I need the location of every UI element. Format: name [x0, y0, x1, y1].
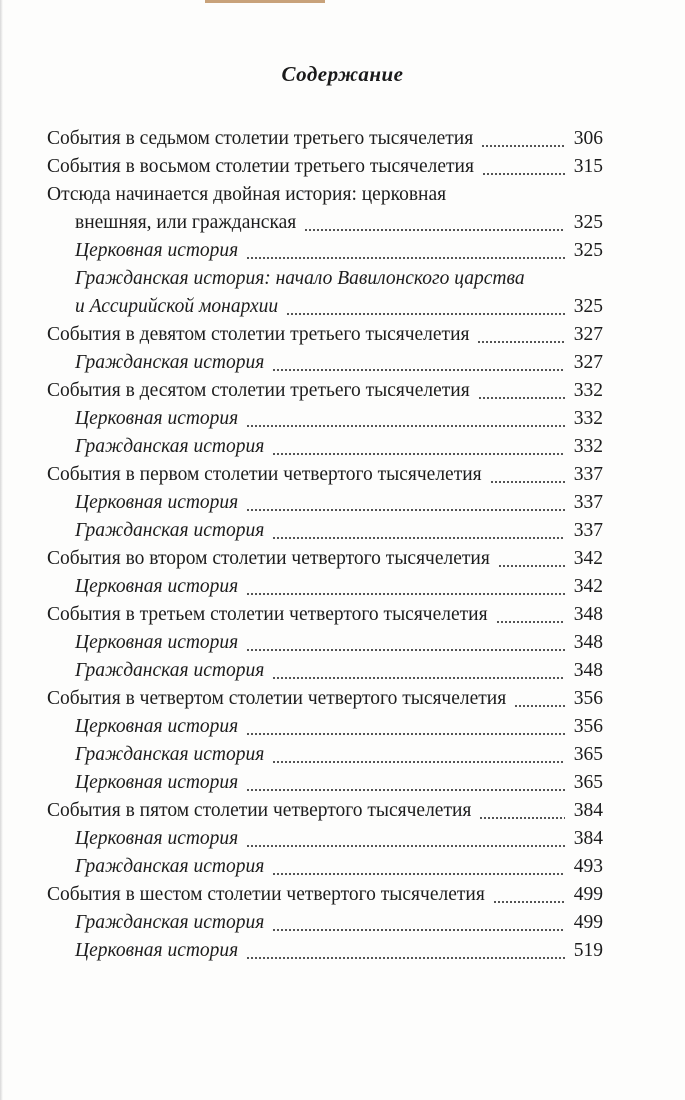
toc-entry — [47, 181, 603, 237]
dot-leader — [304, 229, 564, 231]
toc-entry-page: 306 — [573, 128, 603, 149]
dot-leader — [272, 537, 564, 539]
toc-subentry-title: Гражданская история — [75, 436, 265, 457]
dot-leader — [482, 173, 565, 175]
dot-leader — [246, 649, 565, 651]
dot-leader — [272, 677, 564, 679]
dot-leader — [246, 957, 565, 959]
toc-subentry — [47, 573, 603, 601]
toc-subentry — [47, 825, 603, 853]
toc-subentry — [47, 517, 603, 545]
toc-entry — [47, 461, 603, 489]
toc-subentry — [47, 489, 603, 517]
toc-subentry-page: 342 — [573, 576, 603, 597]
toc-entry-page: 356 — [573, 688, 603, 709]
toc-subentry-title: Церковная история — [75, 632, 239, 653]
toc-entry — [47, 797, 603, 825]
dot-leader — [246, 257, 565, 259]
toc-subentry-title: Церковная история — [75, 408, 239, 429]
dot-leader — [498, 565, 565, 567]
toc-subentry-page: 337 — [573, 520, 603, 541]
toc-entry-title: События в седьмом столетии третьего тысячелетия — [47, 128, 474, 149]
toc-entry-title: События во втором столетии четвертого тысячелетия — [47, 548, 490, 569]
toc-entry-page: 327 — [573, 324, 603, 345]
toc-subentry-title: Церковная история — [75, 940, 239, 961]
toc-subentry-title: Церковная история — [75, 240, 239, 261]
toc-subentry — [47, 657, 603, 685]
toc-subentry-title: Церковная история — [75, 576, 239, 597]
toc-entry-page: 332 — [573, 380, 603, 401]
toc-subentry-title: Гражданская история — [75, 520, 265, 541]
toc-subentry-title: Гражданская история — [75, 660, 265, 681]
toc-entry-title: События в первом столетии четвертого тысячелетия — [47, 464, 482, 485]
dot-leader — [479, 817, 564, 819]
dot-leader — [272, 873, 564, 875]
toc-entry — [47, 153, 603, 181]
toc-subentry — [47, 629, 603, 657]
dot-leader — [246, 733, 565, 735]
toc-subentry — [47, 265, 603, 321]
toc-subentry-title: Церковная история — [75, 716, 239, 737]
toc-entry-page: 315 — [573, 156, 603, 177]
toc-subentry-title: Церковная история — [75, 772, 239, 793]
toc-subentry — [47, 237, 603, 265]
toc-subentry — [47, 909, 603, 937]
toc-entry — [47, 321, 603, 349]
toc-entry-title: События в четвертом столетии четвертого тысячелетия — [47, 688, 507, 709]
toc-subentry-page: 384 — [573, 828, 603, 849]
toc-subentry-page: 332 — [573, 436, 603, 457]
dot-leader — [272, 369, 564, 371]
toc-entry-page: 342 — [573, 548, 603, 569]
dot-leader — [246, 593, 565, 595]
toc-entry-title: События в пятом столетии четвертого тысячелетия — [47, 800, 472, 821]
toc-subentry — [47, 937, 603, 965]
toc-entry-title: События в шестом столетии четвертого тысячелетия — [47, 884, 485, 905]
toc-subentry-page: 356 — [573, 716, 603, 737]
toc-entry-page: 325 — [573, 212, 603, 233]
dot-leader — [286, 313, 565, 315]
toc-entry-page: 384 — [573, 800, 603, 821]
table-of-contents — [47, 125, 603, 965]
dot-leader — [246, 425, 565, 427]
toc-subentry-page: 332 — [573, 408, 603, 429]
toc-entry-title: События в восьмом столетии третьего тысячелетия — [47, 156, 474, 177]
toc-entry-page: 499 — [573, 884, 603, 905]
toc-subentry — [47, 853, 603, 881]
toc-subentry-title: Гражданская история — [75, 912, 265, 933]
toc-subentry — [47, 713, 603, 741]
dot-leader — [493, 901, 565, 903]
toc-subentry-page: 325 — [573, 240, 603, 261]
toc-subentry-page: 493 — [573, 856, 603, 877]
toc-subentry-title: Церковная история — [75, 492, 239, 513]
toc-subentry-title: Гражданская история — [75, 856, 265, 877]
toc-subentry-title-line1: Гражданская история: начало Вавилонского царства — [75, 268, 525, 289]
toc-subentry — [47, 405, 603, 433]
dot-leader — [490, 481, 565, 483]
dot-leader — [477, 341, 564, 343]
toc-subentry-page: 348 — [573, 632, 603, 653]
dot-leader — [272, 761, 564, 763]
toc-subentry-title: Церковная история — [75, 828, 239, 849]
toc-entry-page: 348 — [573, 604, 603, 625]
toc-entry-title-line2: внешняя, или гражданская — [75, 212, 297, 233]
toc-entry — [47, 685, 603, 713]
dot-leader — [272, 453, 564, 455]
dot-leader — [246, 509, 565, 511]
toc-subentry-page: 499 — [573, 912, 603, 933]
toc-subentry-page: 348 — [573, 660, 603, 681]
toc-entry-title: События в девятом столетии третьего тысячелетия — [47, 324, 470, 345]
toc-entry-title-line1: Отсюда начинается двойная история: церковная — [47, 184, 447, 205]
dot-leader — [272, 929, 564, 931]
page-title: Содержание — [281, 62, 404, 86]
toc-entry — [47, 881, 603, 909]
toc-subentry-page: 327 — [573, 352, 603, 373]
dot-leader — [246, 845, 565, 847]
toc-subentry-page: 325 — [573, 296, 603, 317]
page-edge-stain — [205, 0, 325, 3]
toc-entry — [47, 377, 603, 405]
toc-subentry-page: 519 — [573, 940, 603, 961]
page-binding-shadow — [0, 0, 3, 1100]
toc-subentry — [47, 349, 603, 377]
toc-entry — [47, 545, 603, 573]
toc-entry — [47, 125, 603, 153]
dot-leader — [478, 397, 565, 399]
toc-entry — [47, 601, 603, 629]
toc-entry-page: 337 — [573, 464, 603, 485]
toc-subentry-page: 365 — [573, 772, 603, 793]
toc-subentry-title-line2: и Ассирийской монархии — [75, 296, 279, 317]
toc-entry-title: События в третьем столетии четвертого тысячелетия — [47, 604, 488, 625]
toc-subentry — [47, 769, 603, 797]
dot-leader — [481, 145, 565, 147]
toc-subentry — [47, 741, 603, 769]
toc-entry-title: События в десятом столетии третьего тысячелетия — [47, 380, 470, 401]
dot-leader — [496, 621, 565, 623]
dot-leader — [246, 789, 565, 791]
dot-leader — [514, 705, 565, 707]
toc-subentry-title: Гражданская история — [75, 352, 265, 373]
toc-subentry-page: 337 — [573, 492, 603, 513]
toc-subentry-title: Гражданская история — [75, 744, 265, 765]
toc-subentry — [47, 433, 603, 461]
toc-subentry-page: 365 — [573, 744, 603, 765]
